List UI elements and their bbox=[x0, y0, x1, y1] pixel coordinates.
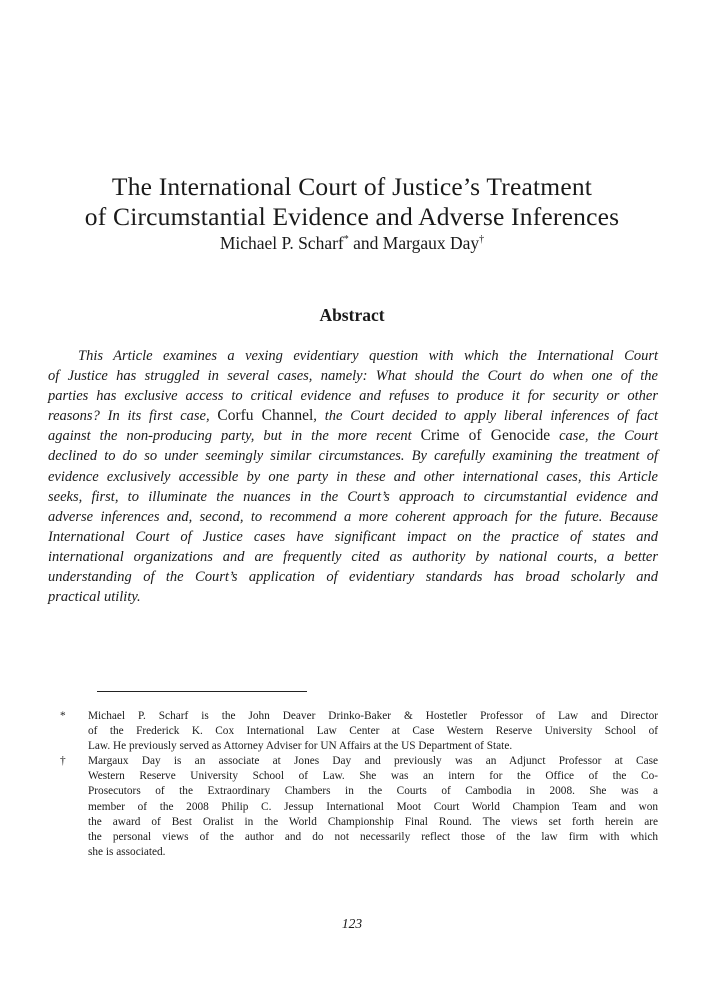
abstract-text: , the Court decided to apply liberal inferences of fact bbox=[313, 408, 658, 425]
abstract-text: This Article examines a vexing evidentiary question with which the International Court bbox=[78, 348, 658, 364]
footnote-mark: † bbox=[60, 755, 66, 768]
author-byline bbox=[60, 233, 644, 254]
abstract-line bbox=[48, 507, 658, 527]
abstract-text: case, the Court bbox=[550, 428, 659, 445]
author-footnote-mark-2: † bbox=[479, 234, 485, 246]
footnote-text bbox=[88, 754, 658, 860]
article-title bbox=[60, 172, 644, 232]
footnote-line: member of the 2008 Philip C. Jessup International Moot Court World Champion Team and won bbox=[88, 800, 658, 813]
abstract-line bbox=[48, 527, 658, 547]
abstract-text: adverse inferences and, second, to recommend a more coherent approach for the future. Because bbox=[48, 508, 658, 525]
author-footnote-mark-1: * bbox=[343, 234, 349, 246]
abstract-text: reasons? In its first case, bbox=[48, 408, 218, 425]
abstract-body bbox=[48, 346, 658, 607]
footnote bbox=[58, 709, 658, 754]
footnote-line: Margaux Day is an associate at Jones Day and previously was an Adjunct Professor at Case bbox=[88, 755, 658, 768]
abstract-line bbox=[48, 467, 658, 487]
abstract-line bbox=[48, 346, 658, 366]
abstract-text: understanding of the Court’s application of evidentiary standards has broad scholarly and bbox=[48, 569, 658, 586]
abstract-text: against the non-producing party, but in the more recent bbox=[48, 428, 421, 445]
footnote-mark: * bbox=[60, 710, 66, 722]
footnote-divider bbox=[97, 691, 307, 692]
case-name: Crime of Genocide bbox=[420, 427, 551, 445]
abstract-line bbox=[48, 366, 658, 386]
article-title-line-2: of Circumstantial Evidence and Adverse Inferences bbox=[84, 202, 620, 231]
footnote-line: the award of Best Oralist in the World Championship Final Round. The views set forth herein are bbox=[88, 815, 658, 828]
footnotes bbox=[58, 709, 658, 860]
abstract-text: evidence exclusively accessible by one party in these and other international cases, this Article bbox=[48, 468, 658, 485]
footnote-line: Law. He previously served as Attorney Adviser for UN Affairs at the US Department of State. bbox=[88, 740, 513, 753]
abstract-line bbox=[48, 426, 658, 446]
abstract-line bbox=[48, 406, 658, 426]
abstract-line bbox=[48, 386, 658, 406]
abstract-text: of Justice has struggled in several cases, namely: What should the Court do when one of the bbox=[48, 368, 658, 385]
abstract-line bbox=[48, 446, 658, 466]
footnote-text bbox=[88, 709, 658, 754]
footnote-line: Western Reserve University School of Law. She was an intern for the Office of the Co- bbox=[88, 770, 658, 783]
abstract-text: declined to do so under seemingly similar circumstances. By carefully examining the treatment of bbox=[48, 448, 658, 465]
author-joiner: and bbox=[348, 233, 383, 253]
case-name: Corfu Channel bbox=[217, 407, 314, 425]
page-number: 123 bbox=[341, 916, 363, 931]
abstract-text: seeks, first, to illuminate the nuances in the Court’s approach to circumstantial evidence and bbox=[48, 488, 658, 505]
abstract-text: International Court of Justice cases have significant impact on the practice of states and bbox=[48, 528, 658, 545]
abstract-text: practical utility. bbox=[48, 589, 141, 606]
abstract-line bbox=[48, 567, 658, 587]
abstract-heading: Abstract bbox=[319, 305, 385, 325]
abstract-line bbox=[48, 487, 658, 507]
abstract-line bbox=[48, 587, 658, 607]
footnote-line: she is associated. bbox=[88, 845, 166, 858]
abstract-text: parties has exclusive access to critical evidence and refuses to produce it for security or other bbox=[48, 388, 658, 405]
footnote-line: Michael P. Scharf is the John Deaver Drinko-Baker & Hostetler Professor of Law and Director bbox=[88, 710, 658, 722]
author-name-1: Michael P. Scharf bbox=[219, 233, 344, 253]
footnote-line: Prosecutors of the Extraordinary Chambers in the Courts of Cambodia in 2008. She was a bbox=[88, 785, 658, 798]
article-title-line-1: The International Court of Justice’s Treatment bbox=[111, 172, 593, 201]
footnote-line: of the Frederick K. Cox International Law Center at Case Western Reserve University School of bbox=[88, 725, 658, 738]
footnote bbox=[58, 754, 658, 860]
abstract-text: international organizations and are frequently cited as authority by national courts, a better bbox=[48, 548, 658, 565]
footnote-line: the personal views of the author and do not necessarily reflect those of the law firm with which bbox=[88, 830, 658, 843]
author-name-2: Margaux Day bbox=[382, 233, 480, 253]
abstract-line bbox=[48, 547, 658, 567]
